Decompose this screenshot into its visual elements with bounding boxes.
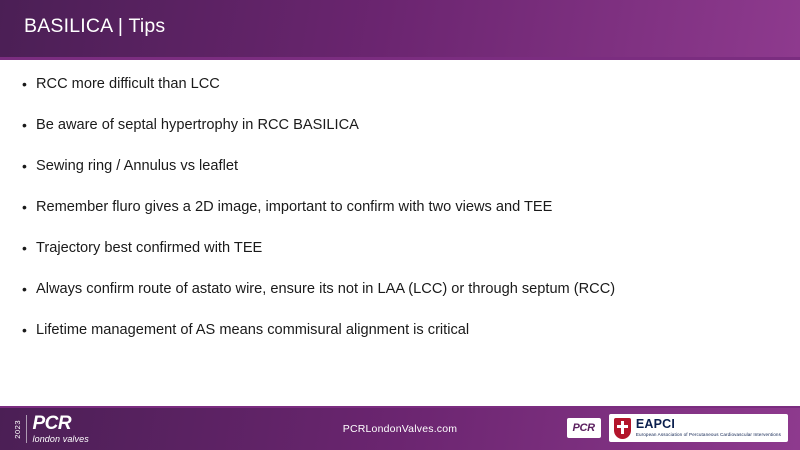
eapci-logo-subtitle: European Association of Percutaneous Cardiovascular Interventions bbox=[635, 431, 781, 437]
slide-footer bbox=[0, 408, 800, 450]
bullet-icon: • bbox=[22, 322, 27, 338]
bullet-icon: • bbox=[22, 117, 27, 133]
list-item-label: Always confirm route of astato wire, ensure its not in LAA (LCC) or through septum (RCC) bbox=[36, 281, 616, 297]
list-item bbox=[0, 154, 800, 195]
eapci-logo bbox=[609, 414, 788, 442]
eapci-text-block bbox=[636, 418, 781, 437]
slide-header bbox=[0, 0, 800, 57]
list-item-label: Sewing ring / Annulus vs leaflet bbox=[36, 158, 238, 174]
bullet-list bbox=[0, 72, 800, 359]
bullet-icon: • bbox=[22, 240, 27, 256]
bullet-icon: • bbox=[22, 158, 27, 174]
list-item bbox=[0, 318, 800, 359]
list-item bbox=[0, 113, 800, 154]
footer-logo-group bbox=[567, 414, 789, 442]
list-item bbox=[0, 236, 800, 277]
pcr-logo bbox=[567, 418, 601, 438]
list-item bbox=[0, 72, 800, 113]
list-item bbox=[0, 277, 800, 318]
page-title: BASILICA | Tips bbox=[24, 15, 166, 37]
list-item-label: Be aware of septal hypertrophy in RCC BASILICA bbox=[36, 117, 359, 133]
bullet-icon: • bbox=[22, 76, 27, 92]
logo-subtitle-label: london valves bbox=[32, 434, 89, 444]
logo-year-label: 2023 bbox=[13, 419, 22, 439]
list-item-label: Lifetime management of AS means commisural alignment is critical bbox=[36, 322, 470, 338]
header-divider bbox=[0, 57, 800, 60]
list-item bbox=[0, 195, 800, 236]
logo-brand-label: PCR bbox=[32, 413, 72, 434]
list-item-label: Trajectory best confirmed with TEE bbox=[36, 240, 263, 256]
eapci-logo-label: EAPCI bbox=[635, 417, 676, 432]
bullet-icon: • bbox=[22, 199, 27, 215]
list-item-label: Remember fluro gives a 2D image, important to confirm with two views and TEE bbox=[36, 199, 553, 215]
pcr-logo-label: PCR bbox=[572, 421, 595, 434]
footer-website-label: PCRLondonValves.com bbox=[342, 423, 458, 435]
list-item-label: RCC more difficult than LCC bbox=[36, 76, 220, 92]
shield-icon bbox=[614, 418, 631, 439]
bullet-icon: • bbox=[22, 281, 27, 297]
